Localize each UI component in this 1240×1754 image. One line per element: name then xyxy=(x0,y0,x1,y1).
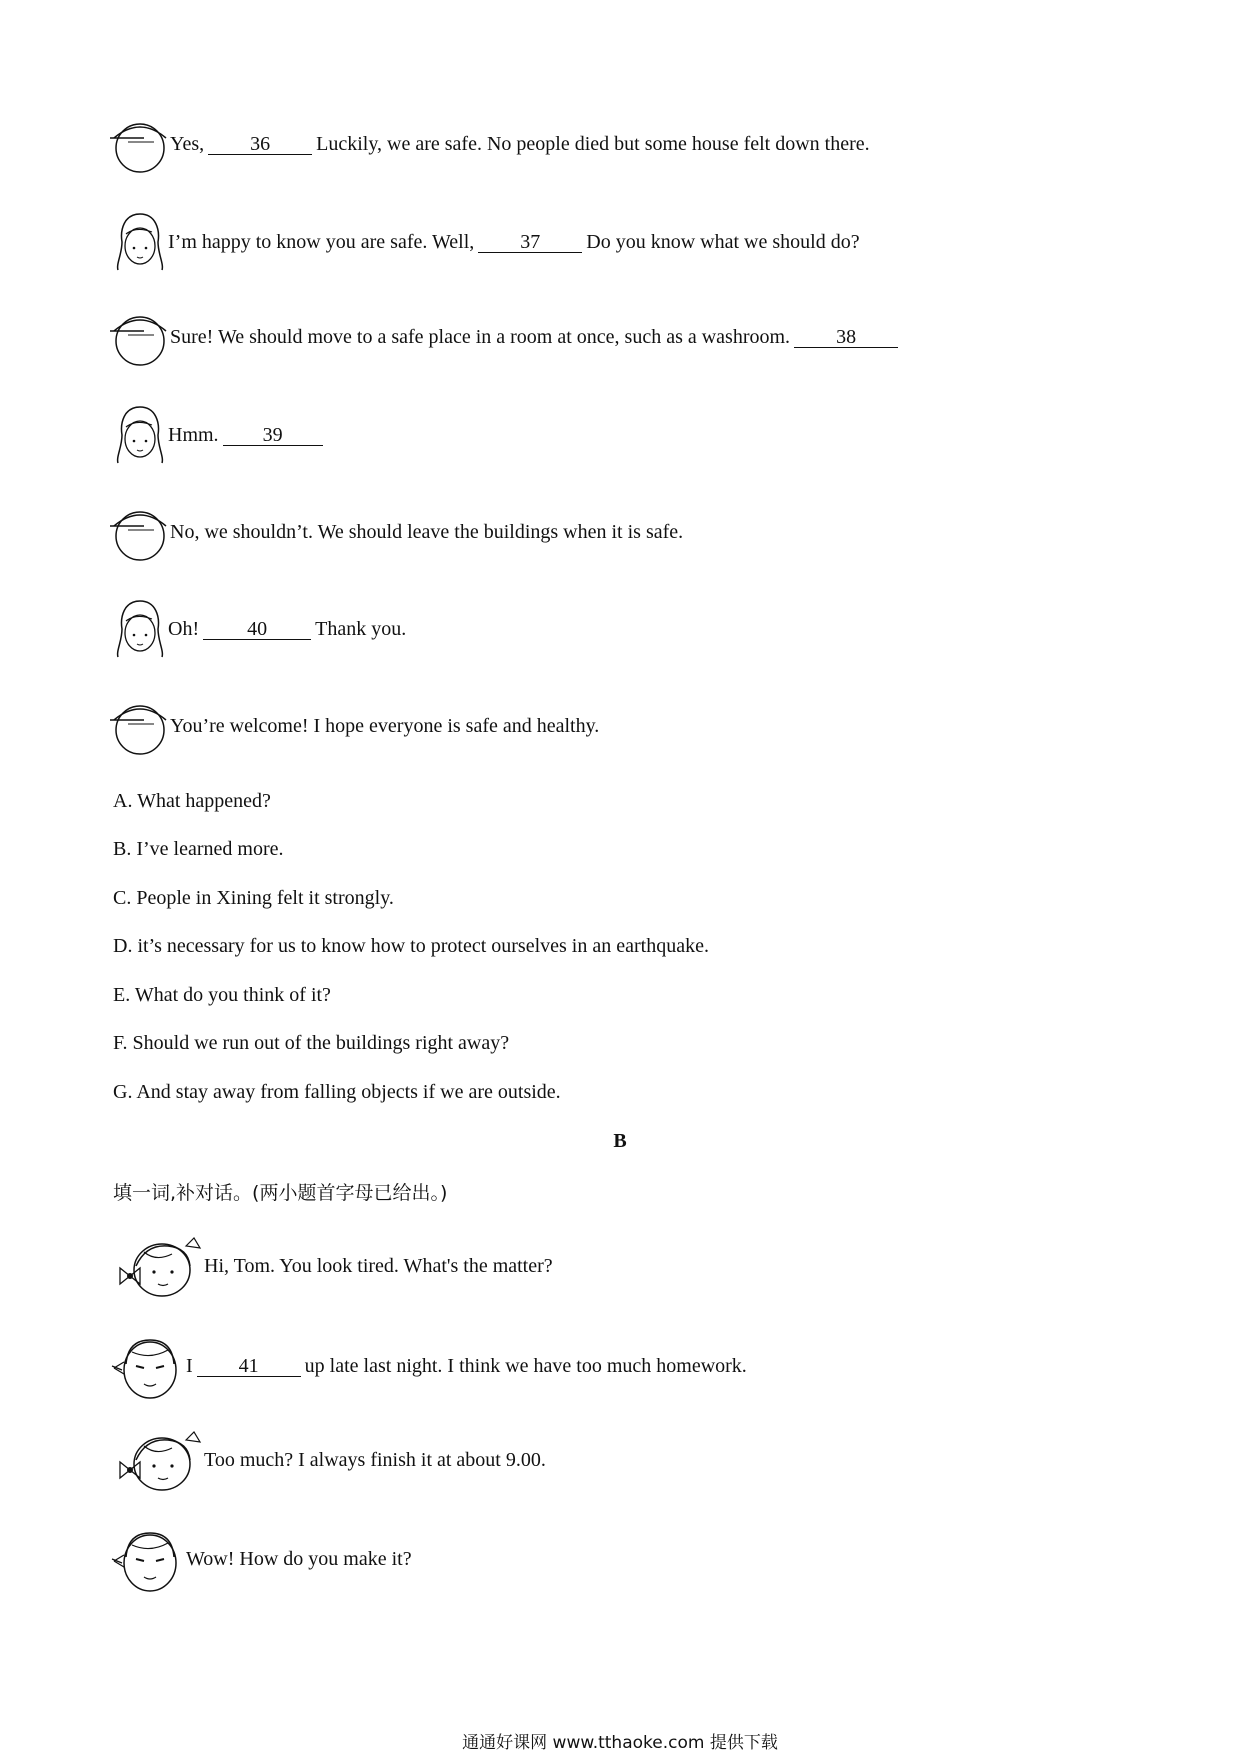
answer-blank-40[interactable]: 40 xyxy=(203,619,311,640)
answer-blank-36[interactable]: 36 xyxy=(208,134,312,155)
option-b: B. I’ve learned more. xyxy=(113,838,284,860)
page-footer: 通通好课网 www.tthaoke.com 提供下载 xyxy=(462,1733,778,1753)
dialogue-line-36: Yes, 36 Luckily, we are safe. No people died but some house felt down there. xyxy=(110,112,870,176)
option-d: D. it’s necessary for us to know how to protect ourselves in an earthquake. xyxy=(113,935,709,957)
dialogue-line-40: Oh! 40 Thank you. xyxy=(112,597,406,661)
section-b-instruction: 填一词,补对话。(两小题首字母已给出。) xyxy=(113,1182,448,1204)
boy-avatar-icon xyxy=(110,500,170,564)
dialogue-b-line-4: Wow! How do you make it? xyxy=(110,1523,412,1595)
dialogue-line-39: Hmm. 39 xyxy=(112,403,327,467)
answer-blank-37[interactable]: 37 xyxy=(478,232,582,253)
girl-with-bow-avatar-icon xyxy=(116,1426,204,1494)
dialogue-b-line-3: Too much? I always finish it at about 9.00. xyxy=(116,1426,546,1494)
boy-avatar-icon xyxy=(110,694,170,758)
option-f: F. Should we run out of the buildings right away? xyxy=(113,1032,510,1054)
girl-avatar-icon xyxy=(112,597,168,661)
dialogue-b-line-41: I 41 up late last night. I think we have too much homework. xyxy=(110,1330,747,1402)
girl-with-bow-avatar-icon xyxy=(116,1232,204,1300)
girl-avatar-icon xyxy=(112,210,168,274)
boy-avatar-icon xyxy=(110,112,170,176)
dialogue-line-37: I’m happy to know you are safe. Well, 37 Do you know what we should do? xyxy=(112,210,860,274)
section-b-heading: B xyxy=(613,1130,627,1152)
boy-with-headphones-avatar-icon xyxy=(110,1330,186,1402)
boy-avatar-icon xyxy=(110,305,170,369)
option-c: C. People in Xining felt it strongly. xyxy=(113,887,394,909)
option-a: A. What happened? xyxy=(113,790,271,812)
answer-blank-39[interactable]: 39 xyxy=(223,425,323,446)
answer-blank-41[interactable]: 41 xyxy=(197,1356,301,1377)
dialogue-line-no-we-shouldnt: No, we shouldn’t. We should leave the buildings when it is safe. xyxy=(110,500,683,564)
dialogue-line-youre-welcome: You’re welcome! I hope everyone is safe and healthy. xyxy=(110,694,599,758)
dialogue-line-38: Sure! We should move to a safe place in a room at once, such as a washroom. 38 xyxy=(110,305,902,369)
option-e: E. What do you think of it? xyxy=(113,984,331,1006)
girl-avatar-icon xyxy=(112,403,168,467)
answer-blank-38[interactable]: 38 xyxy=(794,327,898,348)
dialogue-b-line-1: Hi, Tom. You look tired. What's the matter? xyxy=(116,1232,553,1300)
boy-with-headphones-avatar-icon xyxy=(110,1523,186,1595)
option-g: G. And stay away from falling objects if we are outside. xyxy=(113,1081,561,1103)
